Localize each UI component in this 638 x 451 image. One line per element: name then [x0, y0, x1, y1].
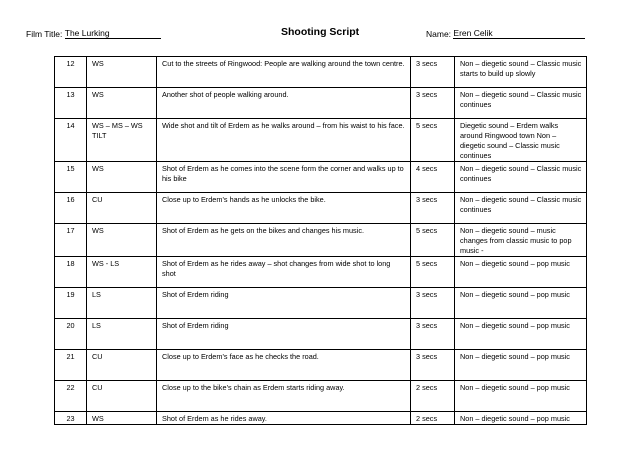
shot-number: 21 — [55, 350, 87, 381]
table-row — [55, 88, 587, 119]
shot-type: CU — [87, 350, 157, 381]
shot-duration: 4 secs — [411, 162, 455, 193]
table-row — [55, 350, 587, 381]
shooting-script-table — [54, 56, 587, 425]
name-field — [426, 28, 585, 39]
shot-type: LS — [87, 319, 157, 350]
table-row — [55, 224, 587, 257]
shot-sound: Non – diegetic sound – Classic music continues — [455, 88, 587, 119]
shot-sound: Non – diegetic sound – music changes from classic music to pop music - — [455, 224, 587, 257]
shot-sound: Non – diegetic sound – Classic music continues — [455, 193, 587, 224]
shot-duration: 5 secs — [411, 119, 455, 162]
shot-sound: Non – diegetic sound – pop music — [455, 381, 587, 412]
shot-number: 19 — [55, 288, 87, 319]
shot-duration: 3 secs — [411, 193, 455, 224]
shot-sound: Non – diegetic sound – pop music — [455, 319, 587, 350]
shot-number: 13 — [55, 88, 87, 119]
shot-duration: 2 secs — [411, 381, 455, 412]
shot-type: WS — [87, 412, 157, 425]
name-label: Name: — [426, 29, 452, 39]
shot-number: 12 — [55, 57, 87, 88]
shot-type: WS — [87, 57, 157, 88]
shot-description: Shot of Erdem riding — [157, 288, 411, 319]
shot-description: Shot of Erdem riding — [157, 319, 411, 350]
shot-description: Close up to Erdem’s hands as he unlocks the bike. — [157, 193, 411, 224]
shot-type: WS - LS — [87, 257, 157, 288]
shot-duration: 3 secs — [411, 288, 455, 319]
shot-type: WS – MS – WS TILT — [87, 119, 157, 162]
shot-number: 14 — [55, 119, 87, 162]
shot-duration: 3 secs — [411, 350, 455, 381]
shot-duration: 3 secs — [411, 88, 455, 119]
shot-description: Close up to the bike’s chain as Erdem starts riding away. — [157, 381, 411, 412]
shot-description: Shot of Erdem as he gets on the bikes and changes his music. — [157, 224, 411, 257]
shot-description: Another shot of people walking around. — [157, 88, 411, 119]
shot-duration: 5 secs — [411, 224, 455, 257]
document-title: Shooting Script — [281, 26, 360, 38]
shot-number: 18 — [55, 257, 87, 288]
shot-duration: 5 secs — [411, 257, 455, 288]
shot-number: 22 — [55, 381, 87, 412]
shot-duration: 3 secs — [411, 319, 455, 350]
shot-duration: 3 secs — [411, 57, 455, 88]
shot-type: LS — [87, 288, 157, 319]
table-row — [55, 288, 587, 319]
shot-type: CU — [87, 381, 157, 412]
shot-description: Shot of Erdem as he rides away. — [157, 412, 411, 425]
shot-description: Shot of Erdem as he rides away – shot changes from wide shot to long shot — [157, 257, 411, 288]
table-row — [55, 57, 587, 88]
table-row — [55, 257, 587, 288]
shot-number: 16 — [55, 193, 87, 224]
shot-type: WS — [87, 88, 157, 119]
shot-number: 15 — [55, 162, 87, 193]
shot-sound: Diegetic sound – Erdem walks around Ringwood town Non – diegetic sound – Classic music continues — [455, 119, 587, 162]
film-title-value: The Lurking — [65, 28, 161, 39]
table-row — [55, 119, 587, 162]
shot-description: Close up to Erdem’s face as he checks the road. — [157, 350, 411, 381]
film-title-label: Film Title: — [26, 29, 63, 39]
shot-number: 17 — [55, 224, 87, 257]
shot-sound: Non – diegetic sound – Classic music starts to build up slowly — [455, 57, 587, 88]
shot-sound: Non – diegetic sound – Classic music continues — [455, 162, 587, 193]
shot-number: 23 — [55, 412, 87, 425]
shot-sound: Non – diegetic sound – pop music — [455, 257, 587, 288]
shot-type: WS — [87, 162, 157, 193]
shot-sound: Non – diegetic sound – pop music — [455, 288, 587, 319]
film-title-field — [26, 28, 161, 39]
name-value: Eren Celik — [453, 28, 585, 39]
table-row — [55, 162, 587, 193]
shot-number: 20 — [55, 319, 87, 350]
table-row — [55, 381, 587, 412]
shot-description: Wide shot and tilt of Erdem as he walks around – from his waist to his face. — [157, 119, 411, 162]
shot-description: Shot of Erdem as he comes into the scene form the corner and walks up to his bike — [157, 162, 411, 193]
shot-sound: Non – diegetic sound – pop music — [455, 412, 587, 425]
shot-duration: 2 secs — [411, 412, 455, 425]
shot-description: Cut to the streets of Ringwood: People are walking around the town centre. — [157, 57, 411, 88]
document-header — [0, 26, 638, 40]
table-row — [55, 193, 587, 224]
table-row — [55, 319, 587, 350]
shot-sound: Non – diegetic sound – pop music — [455, 350, 587, 381]
shot-type: WS — [87, 224, 157, 257]
table-row — [55, 412, 587, 425]
shot-type: CU — [87, 193, 157, 224]
